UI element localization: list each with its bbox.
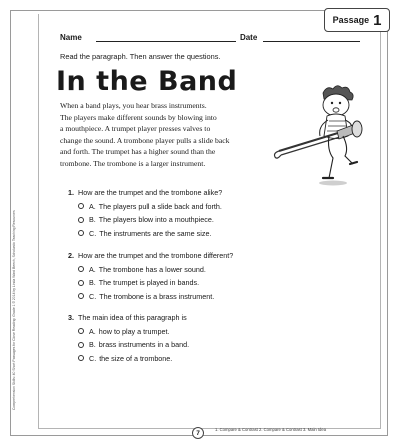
option-letter: A. — [89, 264, 96, 274]
option-text: the size of a trombone. — [99, 353, 173, 363]
question-text: How are the trumpet and the trombone alike? — [78, 188, 223, 197]
passage-label: Passage — [332, 15, 370, 25]
date-label: Date — [239, 33, 258, 42]
page-title: In the Band — [56, 66, 238, 97]
skills-key: 1. Compare & Contrast 2. Compare & Contrast 3. Main Idea — [215, 427, 327, 432]
answer-option[interactable] — [78, 354, 189, 363]
radio-bubble[interactable] — [78, 355, 84, 361]
question-text: The main idea of this paragraph is — [78, 313, 187, 322]
answer-option[interactable] — [78, 265, 233, 274]
passage-line: and forth. The trumpet has a higher sound than the — [60, 147, 216, 157]
radio-bubble[interactable] — [78, 266, 84, 272]
answer-option[interactable] — [78, 215, 222, 224]
radio-bubble[interactable] — [78, 280, 84, 286]
option-letter: A. — [89, 326, 96, 336]
passage-line: When a band plays, you hear brass instruments. — [60, 101, 207, 110]
option-text: The trumpet is played in bands. — [98, 278, 200, 288]
option-text: how to play a trumpet. — [98, 326, 170, 336]
radio-bubble[interactable] — [78, 203, 84, 209]
option-letter: C. — [89, 291, 97, 301]
question-2 — [68, 251, 233, 301]
question-3 — [68, 313, 189, 363]
passage-line: change the sound. A trombone player pulls a slide back — [60, 135, 230, 145]
question-1 — [68, 188, 222, 238]
question-text: How are the trumpet and the trombone different? — [78, 251, 234, 260]
question-number: 3. — [68, 313, 74, 322]
option-text: The instruments are the same size. — [99, 228, 212, 238]
trombone-player-illustration — [265, 85, 365, 195]
option-text: The players pull a slide back and forth. — [98, 201, 222, 211]
option-letter: C. — [89, 353, 97, 363]
answer-option[interactable] — [78, 229, 222, 238]
option-letter: B. — [89, 215, 96, 225]
question-number: 2. — [68, 251, 74, 260]
option-text: The players blow into a mouthpiece. — [98, 215, 214, 225]
answer-option[interactable] — [78, 327, 189, 336]
passage-line: The players make different sounds by blowing into — [60, 112, 217, 122]
page-number: 7 — [192, 427, 204, 439]
radio-bubble[interactable] — [78, 230, 84, 236]
radio-bubble[interactable] — [78, 328, 84, 334]
passage-tab — [324, 8, 390, 32]
answer-option[interactable] — [78, 202, 222, 211]
option-text: brass instruments in a band. — [98, 340, 190, 350]
option-text: The trombone is a brass instrument. — [99, 291, 215, 301]
radio-bubble[interactable] — [78, 342, 84, 348]
answer-option[interactable] — [78, 340, 189, 349]
option-letter: C. — [89, 228, 97, 238]
date-field[interactable] — [263, 33, 360, 42]
passage-line: a mouthpiece. A trumpet player presses valves to — [60, 124, 211, 134]
question-number: 1. — [68, 188, 74, 197]
answer-option[interactable] — [78, 292, 233, 301]
name-label: Name — [60, 33, 82, 42]
passage-line: trombone. The trombone is a larger instrument. — [60, 158, 206, 168]
answer-option[interactable] — [78, 278, 233, 287]
copyright-notice — [12, 160, 22, 410]
radio-bubble[interactable] — [78, 217, 84, 223]
passage-paragraph — [60, 100, 286, 170]
option-letter: B. — [89, 340, 96, 350]
option-letter: B. — [89, 278, 96, 288]
name-date-row — [60, 33, 360, 42]
option-text: The trombone has a lower sound. — [98, 264, 206, 274]
radio-bubble[interactable] — [78, 293, 84, 299]
name-field[interactable] — [96, 33, 236, 42]
passage-number: 1 — [373, 11, 382, 29]
instructions: Read the paragraph. Then answer the questions. — [60, 52, 221, 61]
copyright-text: Comprehension Skills: 40 Short Passages for Close Reading: Grade 1 © 2014 by Linda Ward Beech, Scholastic Teaching Resources — [12, 210, 16, 410]
option-letter: A. — [89, 201, 96, 211]
